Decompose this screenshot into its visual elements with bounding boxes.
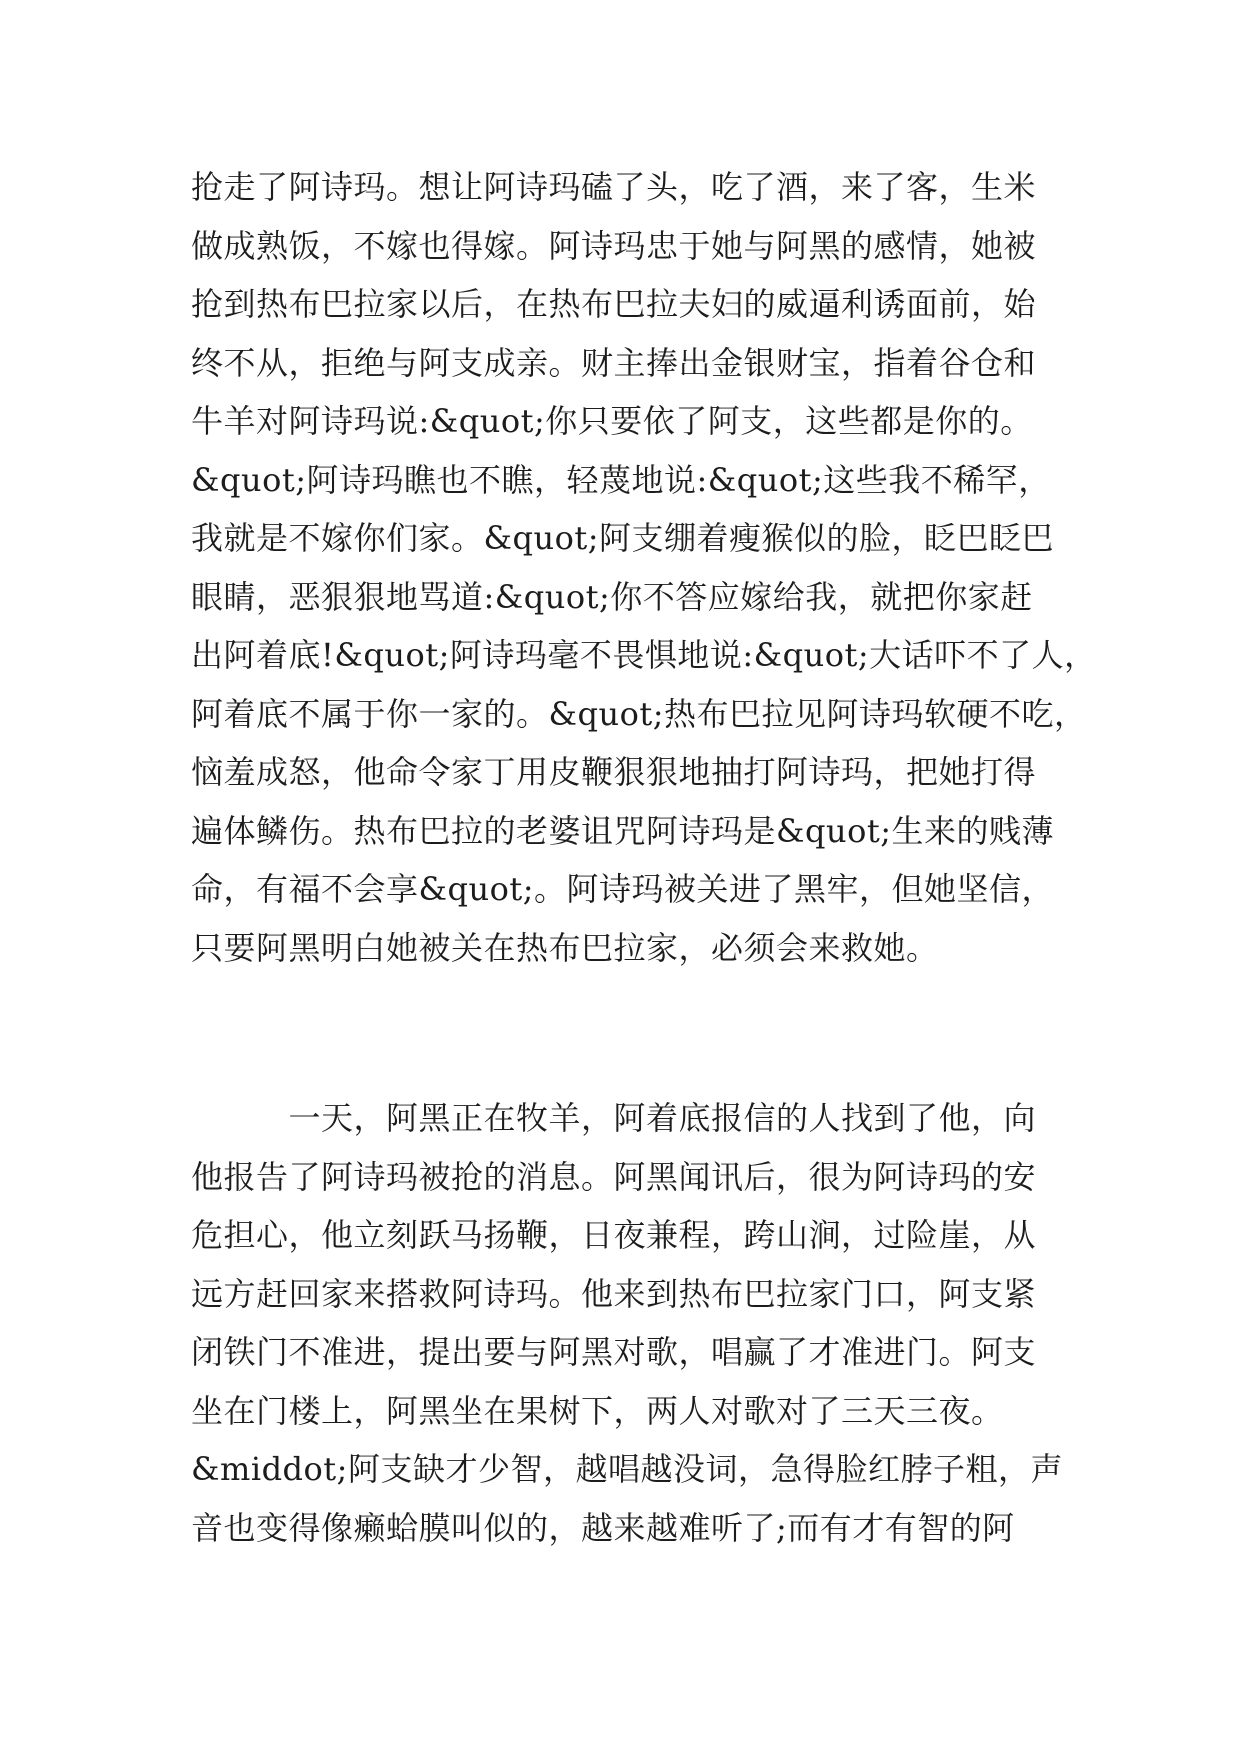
text-line: &quot;阿诗玛瞧也不瞧，轻蔑地说:&quot;这些我不稀罕， [191,460,1051,499]
paragraph-2 [191,1089,1071,1557]
text-line: 我就是不嫁你们家。&quot;阿支绷着瘦猴似的脸，眨巴眨巴 [191,519,1054,557]
text-line: 命，有福不会享&quot;。阿诗玛被关进了黑牢，但她坚信， [191,870,1054,908]
text-line: 遍体鳞伤。热布巴拉的老婆诅咒阿诗玛是&quot;生来的贱薄 [191,811,1054,850]
paragraph-1 [191,158,1097,977]
text-line: &middot;阿支缺才少智，越唱越没词，急得脸红脖子粗，声 [191,1450,1063,1488]
text-line: 恼羞成怒，他命令家丁用皮鞭狠狠地抽打阿诗玛，把她打得 [191,753,1037,791]
text-line: 坐在门楼上，阿黑坐在果树下，两人对歌对了三天三夜。 [191,1391,1004,1430]
text-line: 闭铁门不准进，提出要与阿黑对歌，唱赢了才准进门。阿支 [191,1333,1037,1371]
text-line: 音也变得像癞蛤膜叫似的，越来越难听了;而有才有智的阿 [191,1508,1015,1547]
text-line: 做成熟饭，不嫁也得嫁。阿诗玛忠于她与阿黑的感情，她被 [191,226,1037,265]
text-line: 远方赶回家来搭救阿诗玛。他来到热布巴拉家门口，阿支紧 [191,1274,1037,1313]
text-line: 牛羊对阿诗玛说:&quot;你只要依了阿支，这些都是你的。 [191,402,1033,440]
text-line: 只要阿黑明白她被关在热布巴拉家，必须会来救她。 [191,928,939,967]
text-line: 眼睛，恶狠狠地骂道:&quot;你不答应嫁给我，就把你家赶 [191,577,1033,616]
text-line: 终不从，拒绝与阿支成亲。财主捧出金银财宝，指着谷仓和 [191,343,1037,382]
text-line: 一天，阿黑正在牧羊，阿着底报信的人找到了他，向 [191,1099,1037,1137]
text-line: 抢到热布巴拉家以后，在热布巴拉夫妇的威逼利诱面前，始 [191,285,1037,323]
text-line: 抢走了阿诗玛。想让阿诗玛磕了头，吃了酒，来了客，生米 [191,168,1037,206]
text-line: 出阿着底!&quot;阿诗玛毫不畏惧地说:&quot;大话吓不了人， [191,636,1097,674]
text-line: 他报告了阿诗玛被抢的消息。阿黑闻讯后，很为阿诗玛的安 [191,1157,1037,1196]
text-line: 危担心，他立刻跃马扬鞭，日夜兼程，跨山涧，过险崖，从 [191,1216,1037,1254]
text-line: 阿着底不属于你一家的。&quot;热布巴拉见阿诗玛软硬不吃， [191,694,1087,733]
